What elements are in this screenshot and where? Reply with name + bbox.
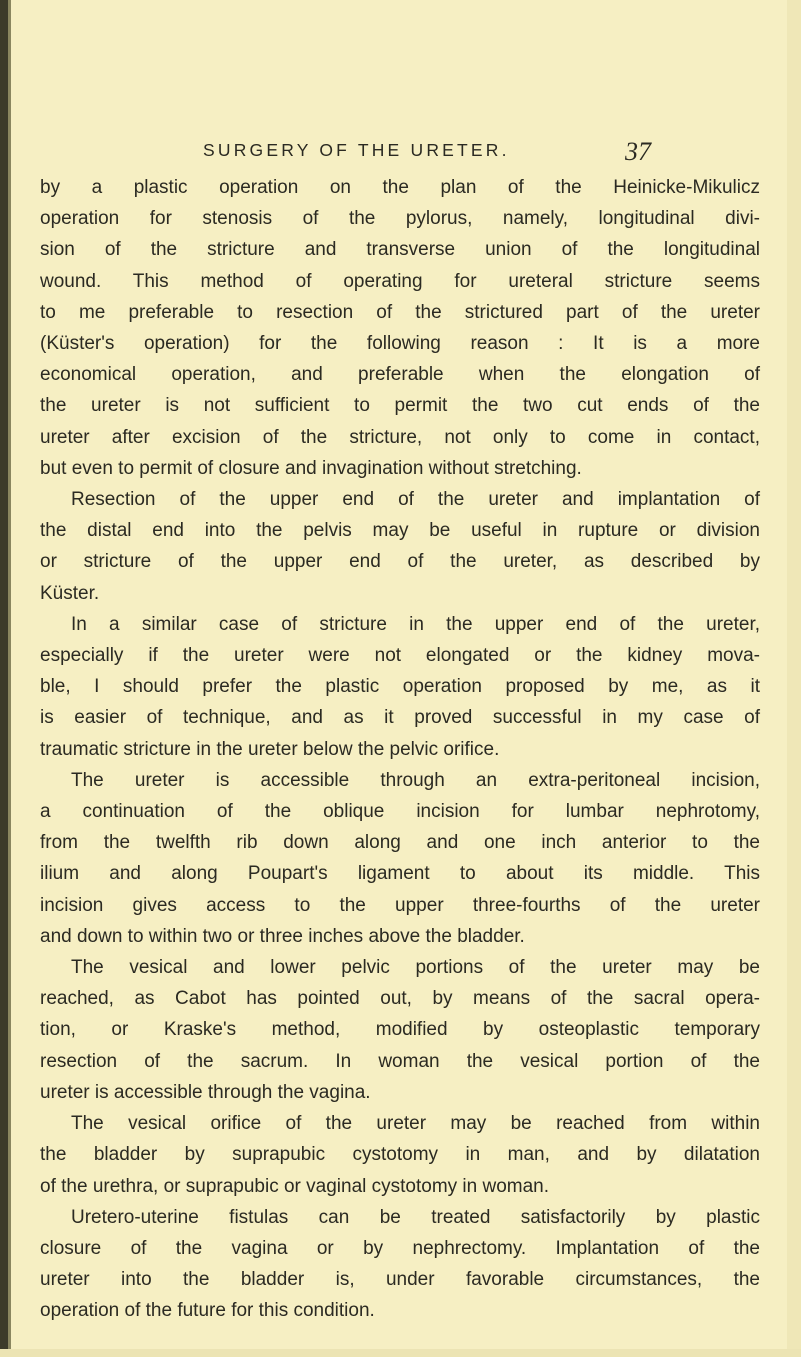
text-line: the bladder by suprapubic cystotomy in man, and by dilatation (40, 1144, 760, 1166)
text-line: resection of the sacrum. In woman the vesical portion of the (40, 1050, 760, 1072)
text-line: (Küster's operation) for the following reason : It is a more (40, 333, 760, 355)
text-line: and down to within two or three inches above the bladder. (40, 925, 525, 947)
text-line: Resection of the upper end of the ureter and implantation of (71, 489, 760, 511)
paragraph-5 (40, 1108, 760, 1202)
paragraph-2 (40, 609, 760, 765)
text-line: Uretero-uterine fistulas can be treated satisfactorily by plastic (71, 1206, 760, 1228)
text-line: The vesical orifice of the ureter may be reached from within (71, 1113, 760, 1135)
text-line: especially if the ureter were not elongated or the kidney mova- (40, 645, 760, 667)
text-line: traumatic stricture in the ureter below the pelvic orifice. (40, 738, 500, 760)
text-line: economical operation, and preferable when the elongation of (40, 364, 760, 386)
text-line: In a similar case of stricture in the upper end of the ureter, (71, 613, 760, 635)
binding-shadow (8, 0, 11, 1357)
text-line: ureter is accessible through the vagina. (40, 1081, 371, 1103)
text-line: by a plastic operation on the plan of the Heinicke-Mikulicz (40, 177, 760, 198)
text-line: but even to permit of closure and invagination without stretching. (40, 457, 582, 479)
text-line: incision gives access to the upper three-fourths of the ureter (40, 894, 760, 916)
text-line: operation for stenosis of the pylorus, namely, longitudinal divi- (40, 208, 760, 230)
text-line: ilium and along Poupart's ligament to about its middle. This (40, 863, 760, 885)
text-line: or stricture of the upper end of the ureter, as described by (40, 551, 760, 573)
page-right-margin (787, 0, 801, 1357)
text-line: ble, I should prefer the plastic operation proposed by me, as it (40, 676, 760, 698)
text-line: wound. This method of operating for ureteral stricture seems (40, 270, 760, 292)
page-bottom-margin (0, 1349, 801, 1357)
text-line: ureter after excision of the stricture, not only to come in contact, (40, 426, 760, 448)
text-line: reached, as Cabot has pointed out, by means of the sacral opera- (40, 988, 760, 1010)
text-line: of the urethra, or suprapubic or vaginal cystotomy in woman. (40, 1175, 550, 1197)
text-line: closure of the vagina or by nephrectomy. Implantation of the (40, 1237, 760, 1259)
text-line: sion of the stricture and transverse union of the longitudinal (40, 239, 760, 261)
body-text (40, 172, 760, 1327)
text-line: the ureter is not sufficient to permit the two cut ends of the (40, 395, 760, 417)
text-line: The ureter is accessible through an extra-peritoneal incision, (71, 769, 760, 791)
text-line: Küster. (40, 582, 100, 604)
binding-edge (0, 0, 8, 1357)
text-line: from the twelfth rib down along and one inch anterior to the (40, 832, 760, 854)
text-line: The vesical and lower pelvic portions of the ureter may be (71, 957, 760, 979)
paragraph-6 (40, 1202, 760, 1327)
text-line: the distal end into the pelvis may be useful in rupture or division (40, 520, 760, 542)
text-line: a continuation of the oblique incision for lumbar nephrotomy, (40, 801, 760, 823)
running-header (203, 140, 643, 161)
paragraph-3 (40, 765, 760, 952)
text-line: operation of the future for this condition. (40, 1300, 375, 1322)
paragraph-0 (40, 172, 760, 484)
running-title: SURGERY OF THE URETER. (203, 140, 510, 160)
paragraph-4 (40, 952, 760, 1108)
text-line: is easier of technique, and as it proved successful in my case of (40, 707, 760, 729)
paragraph-1 (40, 484, 760, 609)
page-number: 37 (625, 137, 651, 166)
text-line: ureter into the bladder is, under favorable circumstances, the (40, 1269, 760, 1291)
text-line: tion, or Kraske's method, modified by osteoplastic temporary (40, 1019, 760, 1041)
text-line: to me preferable to resection of the strictured part of the ureter (40, 301, 760, 323)
